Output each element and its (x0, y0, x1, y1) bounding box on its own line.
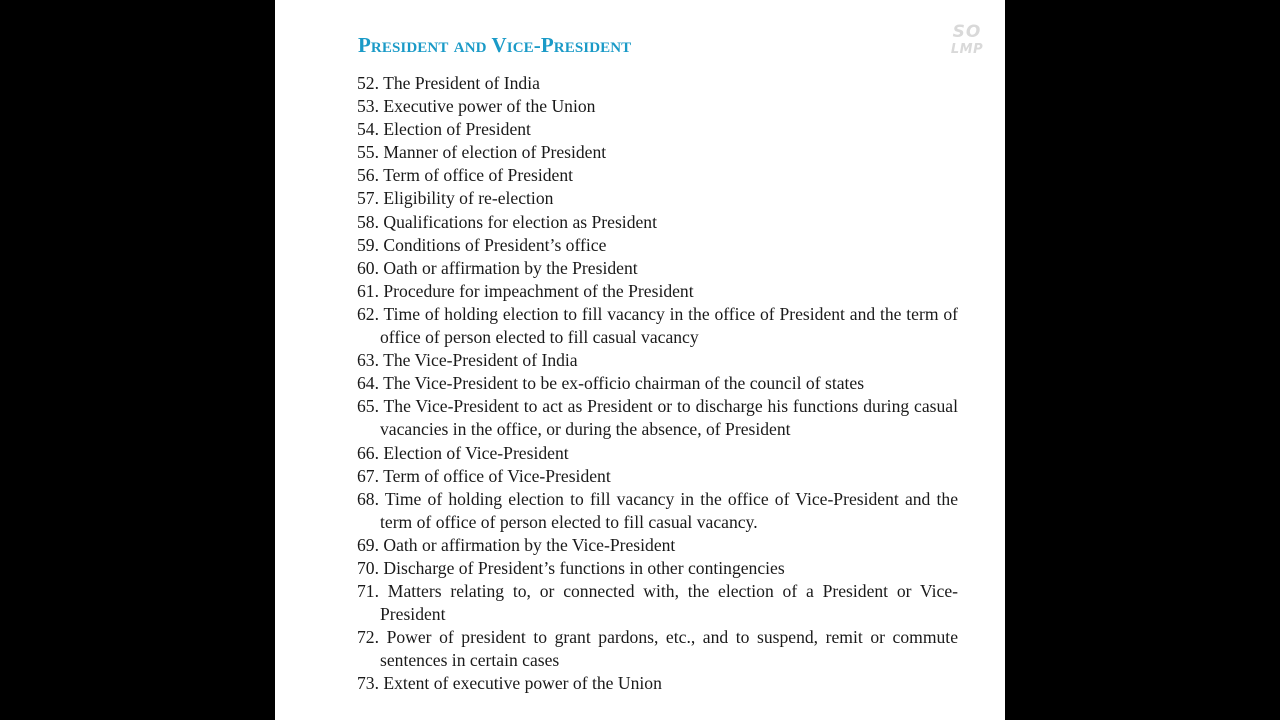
article-title: The Vice-President to act as President or to discharge his functions during casual vacancies in the office, or during the absence, of President (380, 396, 958, 440)
article-number: 64 . (357, 373, 383, 393)
list-item (357, 372, 958, 395)
article-number: 66 . (357, 443, 383, 463)
article-title: Power of president to grant pardons, etc., and to suspend, remit or commute sentences in certain cases (380, 627, 959, 671)
article-number: 65 . (357, 396, 384, 416)
article-number: 55 . (357, 142, 383, 162)
list-item (357, 280, 958, 303)
document-page (275, 0, 1005, 720)
article-number: 58 . (357, 212, 383, 232)
article-number: 68 . (357, 489, 385, 509)
article-title: Election of Vice-President (383, 442, 569, 463)
article-title: Extent of executive power of the Union (383, 673, 662, 694)
article-title: Matters relating to, or connected with, the election of a President or Vice-President (380, 581, 959, 625)
article-title: The Vice-President of India (383, 350, 578, 371)
article-title: Time of holding election to fill vacancy in the office of Vice-President and the term of office of person elected to fill casual vacancy. (380, 488, 959, 532)
list-item (357, 580, 958, 626)
article-title: Oath or affirmation by the Vice-President (383, 534, 676, 555)
list-item (357, 672, 958, 695)
article-title: Time of holding election to fill vacancy in the office of President and the term of office of person elected to fill casual vacancy (380, 303, 959, 348)
article-number: 70 . (357, 558, 383, 578)
article-list (357, 72, 958, 696)
list-item (357, 257, 958, 280)
article-title: Term of office of President (383, 165, 574, 186)
article-title: Conditions of President’s office (383, 234, 607, 255)
list-item (357, 442, 958, 465)
article-number: 56 . (357, 165, 383, 185)
watermark-text-top: SO (952, 22, 982, 42)
list-item (357, 72, 958, 95)
article-title: Eligibility of re-election (383, 188, 554, 209)
article-number: 57 . (357, 188, 383, 208)
article-number: 59 . (357, 235, 383, 255)
article-title: Oath or affirmation by the President (383, 257, 638, 278)
list-item (357, 303, 958, 349)
article-title: Manner of election of President (383, 142, 607, 163)
article-number: 53 . (357, 96, 383, 116)
channel-watermark-logo (946, 24, 988, 60)
article-number: 60 . (357, 258, 383, 278)
article-title: The President of India (383, 73, 540, 93)
article-number: 54 . (357, 119, 383, 139)
page-title: President and Vice-President (358, 33, 632, 57)
article-number: 52 . (357, 73, 383, 93)
watermark-text-bottom: LMP (950, 42, 984, 57)
article-title: Term of office of Vice-President (383, 465, 611, 486)
article-title: Procedure for impeachment of the President (383, 280, 694, 301)
list-item (357, 349, 958, 372)
list-item (357, 187, 958, 210)
list-item (357, 557, 958, 580)
list-item (357, 164, 958, 187)
list-item (357, 95, 958, 118)
article-number: 71 . (357, 581, 388, 601)
list-item (357, 488, 958, 534)
list-item (357, 534, 958, 557)
article-number: 62 . (357, 304, 384, 324)
list-item (357, 118, 958, 141)
article-number: 72 . (357, 627, 387, 647)
list-item (357, 395, 958, 441)
article-title: Executive power of the Union (383, 96, 596, 117)
article-title: The Vice-President to be ex-officio chairman of the council of states (383, 373, 865, 394)
article-number: 63 . (357, 350, 383, 370)
article-number: 61 . (357, 281, 383, 301)
article-title: Qualifications for election as President (383, 211, 657, 232)
list-item (357, 234, 958, 257)
list-item (357, 626, 958, 672)
list-item (357, 465, 958, 488)
article-title: Discharge of President’s functions in other contingencies (383, 557, 785, 578)
article-number: 73 . (357, 673, 383, 693)
article-number: 67 . (357, 466, 383, 486)
list-item (357, 141, 958, 164)
list-item (357, 211, 958, 234)
article-number: 69 . (357, 535, 383, 555)
article-title: Election of President (383, 119, 531, 140)
